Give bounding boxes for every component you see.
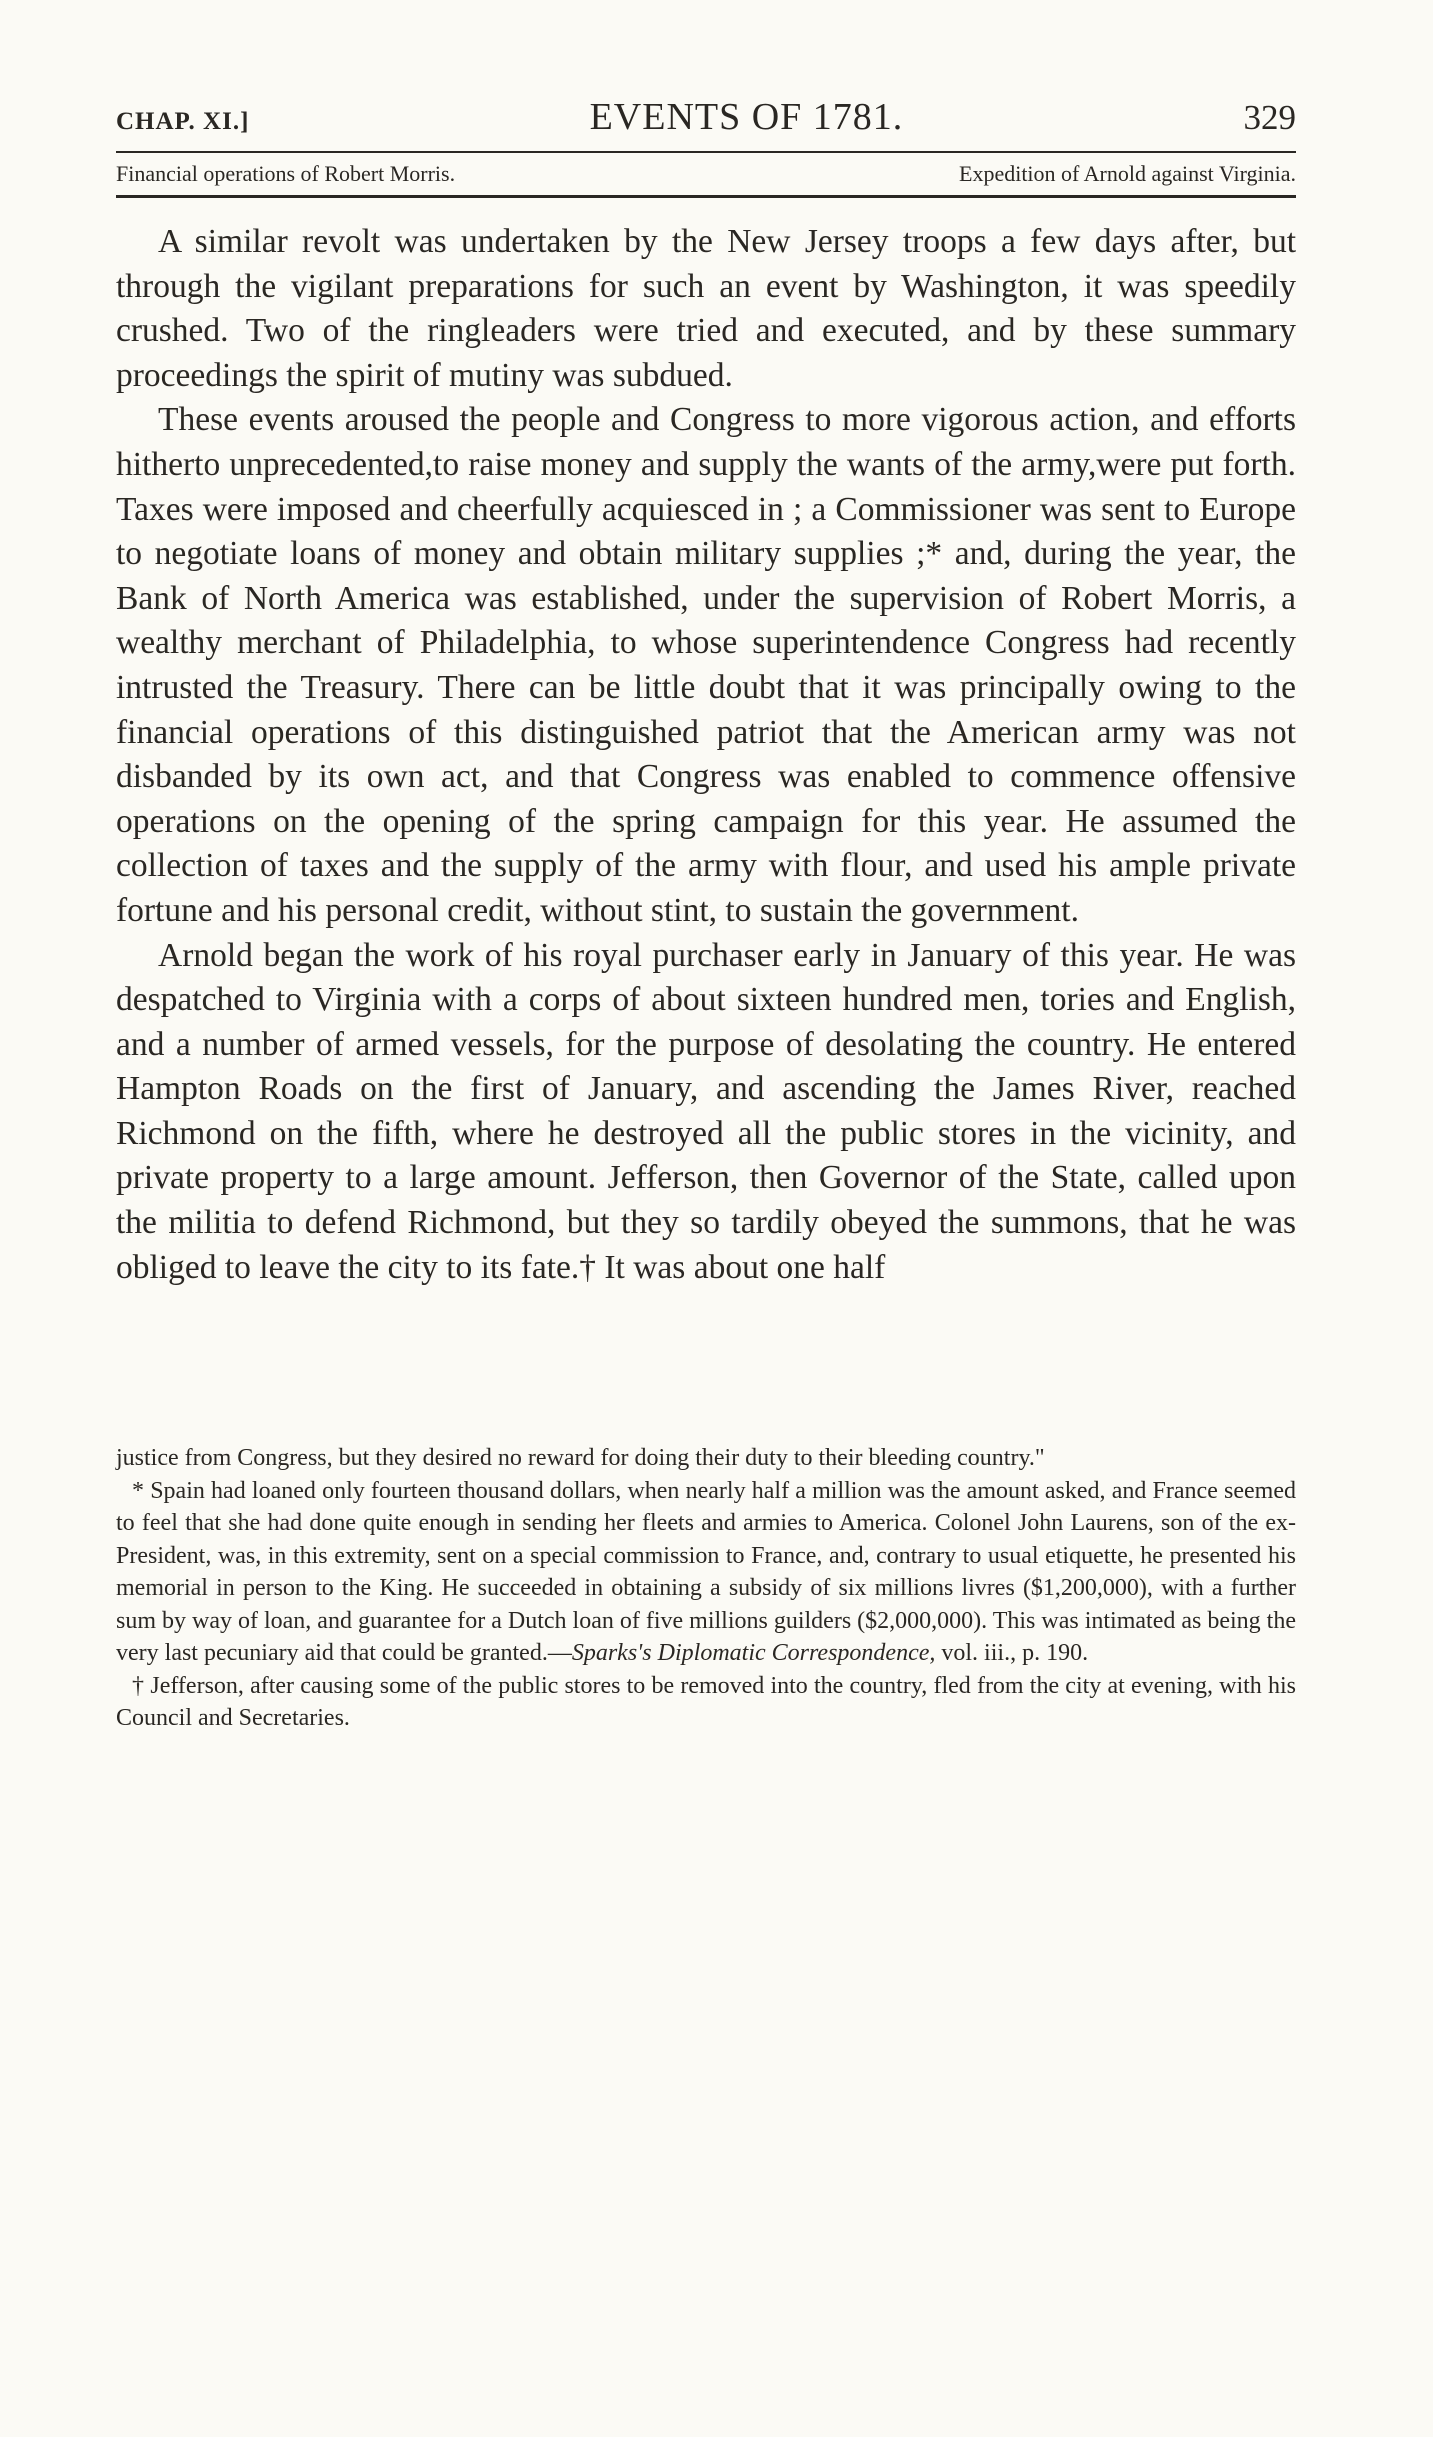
left-subhead: Financial operations of Robert Morris. [116, 161, 456, 186]
header-rule-bottom [116, 195, 1296, 198]
footnote-star-tail: vol. iii., p. 190. [935, 1640, 1089, 1667]
footnote-star [116, 1475, 1296, 1670]
footnote-citation: Sparks's Diplomatic Correspondence, [571, 1640, 936, 1667]
right-subhead: Expedition of Arnold against Virginia. [959, 161, 1296, 186]
book-page [116, 95, 1296, 1735]
header-rule-top [116, 151, 1296, 153]
running-head [116, 95, 1296, 141]
body-text [116, 220, 1296, 1290]
footnote-star-text: * Spain had loaned only fourteen thousand dollars, when nearly half a million was the amount asked, and France seemed to feel that she had done quite enough in sending her fleets and armies to America. Colonel John Laurens, son of the ex-President, was, in this extremity, sent on a special commission to France, and, contrary to usual etiquette, he presented his memorial in person to the King. He succeeded in obtaining a subsidy of six millions livres ($1,200,000), with a further sum by way of loan, and guarantee for a Dutch loan of five millions guilders ($2,000,000). This was intimated as being the very last pecuniary aid that could be granted.— [116, 1477, 1296, 1667]
chapter-label: CHAP. XI.] [116, 108, 250, 135]
paragraph: Arnold began the work of his royal purchaser early in January of this year. He was despatched to Virginia with a corps of about sixteen hundred men, tories and English, and a number of armed vessels, for the purpose of desolating the country. He entered Hampton Roads on the first of January, and ascending the James River, reached Richmond on the fifth, where he destroyed all the public stores in the vicinity, and private property to a large amount. Jefferson, then Governor of the State, called upon the militia to defend Richmond, but they so tardily obeyed the summons, that he was obliged to leave the city to its fate.† It was about one half [116, 936, 1296, 1286]
page-title: EVENTS OF 1781. [589, 96, 904, 138]
section-subheads [116, 161, 1296, 191]
footnote-continued: justice from Congress, but they desired no reward for doing their duty to their bleeding country." [116, 1445, 1045, 1472]
paragraph: These events aroused the people and Congress to more vigorous action, and efforts hitherto unprecedented,to raise money and supply the wants of the army,were put forth. Taxes were imposed and cheerfully acquiesced in ; a Commissioner was sent to Europe to negotiate loans of money and obtain military supplies ;* and, during the year, the Bank of North America was established, under the supervision of Robert Morris, a wealthy merchant of Philadelphia, to whose superintendence Congress had recently intrusted the Treasury. There can be little doubt that it was principally owing to the financial operations of this distinguished patriot that the American army was not disbanded by its own act, and that Congress was enabled to commence offensive operations on the opening of the spring campaign for this year. He assumed the collection of taxes and the supply of the army with flour, and used his ample private fortune and his personal credit, without stint, to sustain the government. [116, 401, 1296, 929]
footnote-dagger: † Jefferson, after causing some of the public stores to be removed into the country, fled from the city at evening, with his Council and Secretaries. [116, 1672, 1296, 1732]
page-number: 329 [1243, 98, 1296, 137]
footnotes [116, 1442, 1296, 1735]
paragraph: A similar revolt was undertaken by the New Jersey troops a few days after, but through the vigilant preparations for such an event by Washington, it was speedily crushed. Two of the ringleaders were tried and executed, and by these summary proceedings the spirit of mutiny was subdued. [116, 223, 1296, 394]
